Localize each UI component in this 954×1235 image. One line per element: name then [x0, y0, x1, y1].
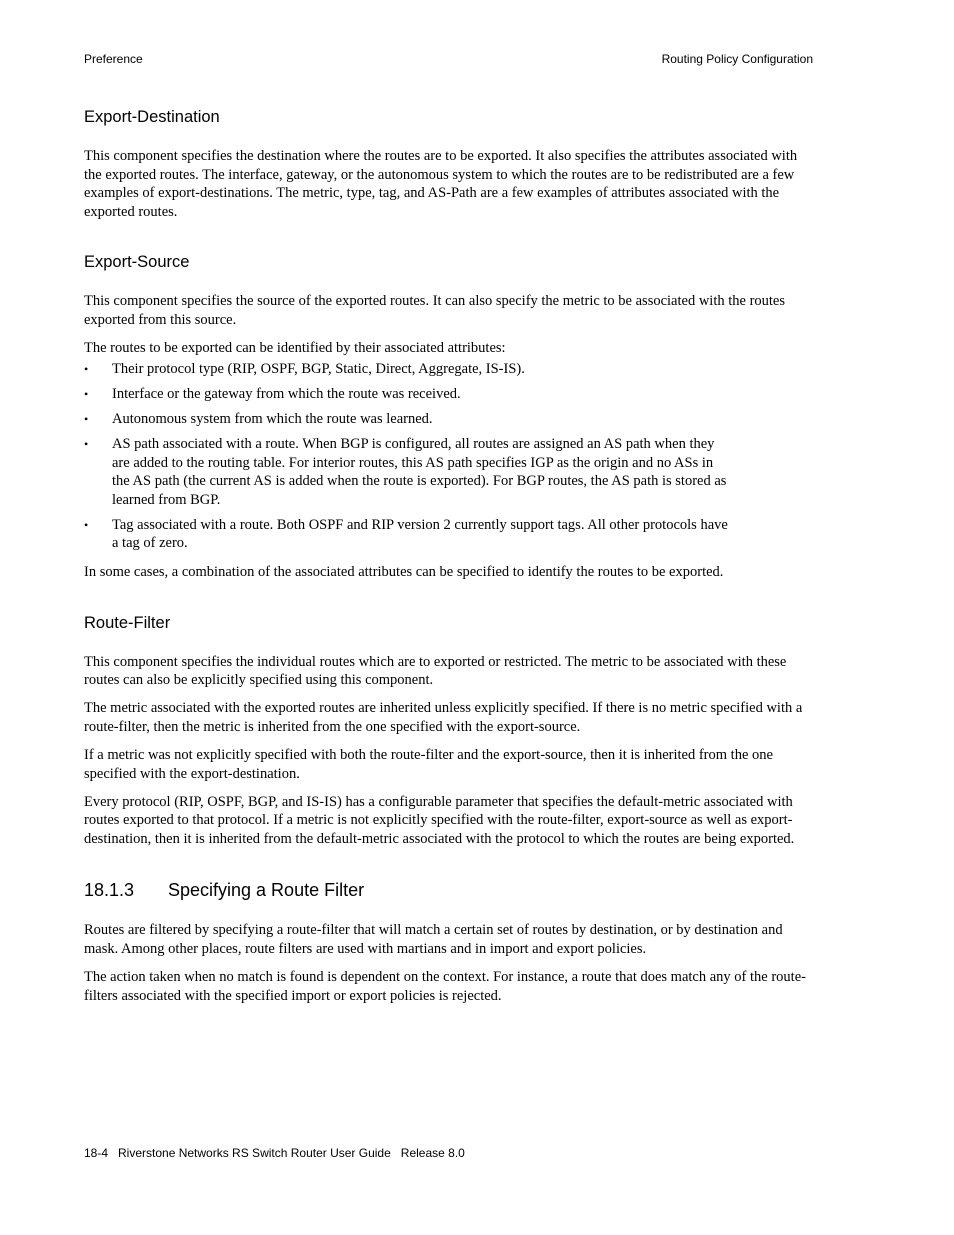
list-item — [84, 360, 729, 379]
route-filter-paragraph-2: The metric associated with the exported routes are inherited unless explicitly specified. If there is no metric specified with a route-filter, then the metric is inherited from the one specified with the export-source. — [84, 700, 803, 735]
section-heading-specifying-route-filter — [84, 879, 813, 901]
heading-export-source: Export-Source — [84, 253, 190, 272]
bullet-icon: • — [84, 386, 89, 401]
list-item-text: Their protocol type (RIP, OSPF, BGP, Static, Direct, Aggregate, IS-IS). — [112, 360, 525, 377]
export-source-paragraph-3: In some cases, a combination of the associated attributes can be specified to identify the routes to be exported. — [84, 564, 724, 580]
list-item-text: Autonomous system from which the route was learned. — [112, 410, 433, 427]
section-title: Specifying a Route Filter — [168, 880, 365, 901]
list-item — [84, 435, 729, 509]
list-item — [84, 385, 729, 404]
heading-export-destination: Export-Destination — [84, 108, 220, 126]
page-content — [84, 107, 813, 1015]
list-item-text: Interface or the gateway from which the route was received. — [112, 385, 461, 402]
export-source-paragraph-2: The routes to be exported can be identified by their associated attributes: — [84, 340, 506, 357]
list-item-text: Tag associated with a route. Both OSPF and RIP version 2 currently support tags. All other protocols have a tag of zero. — [112, 516, 728, 552]
running-header-right: Routing Policy Configuration — [661, 52, 813, 66]
specifying-route-filter-paragraph-2: The action taken when no match is found is dependent on the context. For instance, a route that does match any of the route-filters associated with the specified import or export policies is rejected. — [84, 969, 806, 1004]
route-filter-paragraph-1: This component specifies the individual routes which are to exported or restricted. The metric to be associated with these routes can also be explicitly specified using this component. — [84, 653, 787, 689]
list-item — [84, 516, 729, 553]
bullet-icon: • — [84, 361, 89, 376]
specifying-route-filter-paragraph-1: Routes are filtered by specifying a route-filter that will match a certain set of routes by destination, or by destination and mask. Among other places, route filters are used with martians and in import and export policies. — [84, 922, 783, 958]
running-header-left: Preference — [84, 52, 143, 66]
attribute-list — [84, 360, 729, 553]
bullet-icon: • — [84, 436, 89, 451]
bullet-icon: • — [84, 411, 89, 426]
list-item-text: AS path associated with a route. When BGP is configured, all routes are assigned an AS path when they are added to the routing table. For interior routes, this AS path specifies IGP as the origin and no ASs in the AS path (the current AS is added when the route is exported). For BGP routes, the AS path is stored as learned from BGP. — [112, 435, 727, 508]
running-footer: 18-4 Riverstone Networks RS Switch Router User Guide Release 8.0 — [84, 1146, 465, 1160]
heading-route-filter: Route-Filter — [84, 613, 171, 632]
section-number: 18.1.3 — [84, 880, 135, 901]
list-item — [84, 410, 729, 429]
route-filter-paragraph-3: If a metric was not explicitly specified with both the route-filter and the export-source, then it is inherited from the one specified with the export-destination. — [84, 746, 773, 782]
route-filter-paragraph-4: Every protocol (RIP, OSPF, BGP, and IS-IS) has a configurable parameter that specifies the default-metric associated with routes exported to that protocol. If a metric is not explicitly specified with the route-filter, export-source as well as export-destination, then it is inherited from the default-metric associated with the protocol to which the routes are being exported. — [84, 793, 795, 847]
bullet-icon: • — [84, 517, 89, 532]
export-source-paragraph-1: This component specifies the source of the exported routes. It can also specify the metric to be associated with the routes exported from this source. — [84, 293, 786, 328]
export-destination-paragraph-1: This component specifies the destination where the routes are to be exported. It also specifies the attributes associated with the exported routes. The interface, gateway, or the autonomous system to which the routes are to be redistributed are a few examples of export-destinations. The metric, type, tag, and AS-Path are a few examples of attributes associated with the exported routes. — [84, 148, 798, 220]
